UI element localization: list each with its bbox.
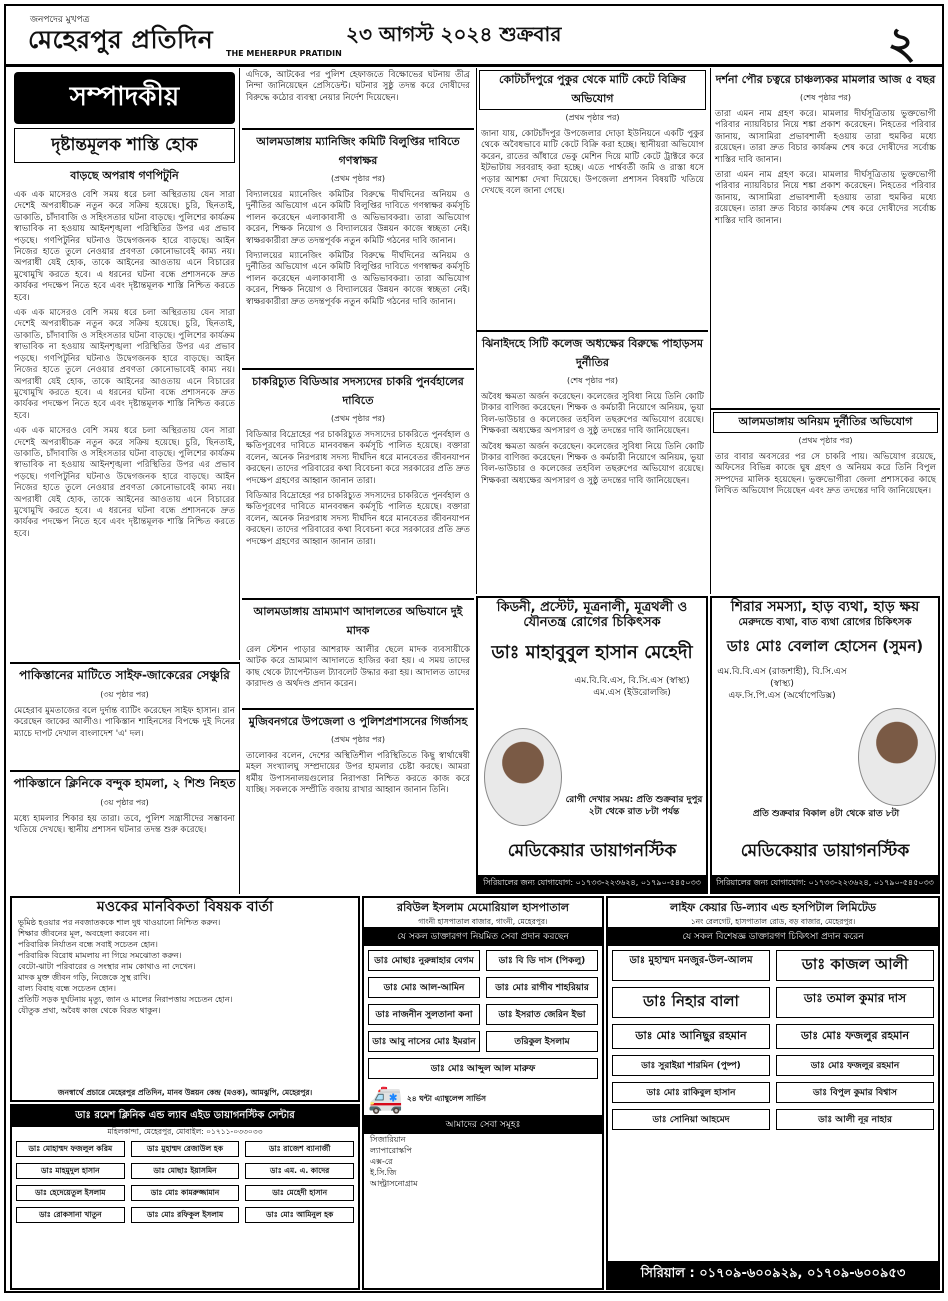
article-kicker: (শেষ পৃষ্ঠার পর) xyxy=(800,93,851,102)
article-body: তালোকর বলেন, দেশের অস্থিতিশীল পরিস্থিতিতে কিছু স্বার্থান্বেষী মহল সংখ্যালঘু সম্প্রদায়ের উপর হামলার চেষ্টা করছে। আমরা ধর্মীয় উপাসনালয়গুলোর নিরাপত্তা নিশ্চিত করতে কাজ করে যাচ্ছি। সকলকে সম্প্রীতি বজায় রাখার আহ্বান জানান তিনি। xyxy=(246,751,470,796)
doctor-card: ডাঃ মোছাঃ নুরুন্নাহার বেগম xyxy=(368,950,480,971)
ad-subheadline: মেরুদন্ডে ব্যথা, বাত ব্যথা রোগের চিকিৎসক xyxy=(738,617,912,628)
ad-doctor-name: ডাঃ মাহাবুবুল হাসান মেহেদী xyxy=(491,642,693,663)
doctor-card: ডাঃ বিপুল কুমার বিশ্বাস xyxy=(776,1082,934,1103)
ad-address: মহিলকান্দা, মেহেরপুর, মোবাইল: ০১৭১১-০৩৩০৩৩ xyxy=(107,1127,263,1136)
list-item: পরিবারিক নির্যাতন বন্ধে সবাই সচেতন হোন। xyxy=(18,940,158,949)
doctor-card: ডাঃ রোকসানা খাতুন xyxy=(16,1207,125,1223)
doctor-card: ডাঃ কাজল আলী xyxy=(776,950,934,981)
masthead xyxy=(6,6,942,67)
editorial-body-cont2: এক এক মাসেরও বেশি সময় ধরে চলা অস্থিরতায় যেন সারা দেশেই অপরাধীচক্র নতুন করে সক্রিয় হয়েছে। চুরি, ছিনতাই, ডাকাতি, চাঁদাবাজি ও সহিংসতার ঘটনা বাড়ছে। পুলিশের কার্যক্রম স্বাভাবিক না হওয়ায় আইনশৃঙ্খলা পরিস্থিতির উপর এর প্রভাব পড়ছে। গণপিটুনির ঘটনাও উদ্বেগজনক হারে বাড়ছে। আইন নিজের হাতে তুলে নেওয়ার প্রবণতা কোনোভাবেই কাম্য নয়। অপরাধী যেই হোক, তাকে আইনের আওতায় এনে বিচারের মুখোমুখি করতে হবে। এ ধরনের ঘটনা বন্ধে প্রশাসনকে দ্রুত কার্যকর পদক্ষেপ নিতে হবে এবং দৃষ্টান্তমূলক শাস্তি নিশ্চিত করতে হবে। xyxy=(14,426,235,539)
list-item: ভূমিষ্ঠ হওয়ার পর নবজাতককে শাল দুধ খাওয়ানো নিশ্চিত করুন। xyxy=(18,918,221,927)
ad-lifecare-hospital xyxy=(606,896,940,1290)
list-item: মাদক মুক্ত জীবন গড়ি, নিজেকে সুস্থ রাখি। xyxy=(18,973,151,982)
article-body: জানা যায়, কোটচাঁদপুর উপজেলার দোড়া ইউনিয়নে একটি পুকুর থেকে অবৈধভাবে মাটি কেটে বিক্রি করা হচ্ছে। স্থানীয়রা অভিযোগ করেন, রাতের আঁধারে ভেকু মেশিন দিয়ে মাটি কেটে ট্রাক্টরে করে ইটভাটায় সরবরাহ করা হচ্ছে। এতে পার্শ্ববর্তী জমি ও রাস্তা ধসে পড়ার আশঙ্কা দেখা দিয়েছে। উপজেলা প্রশাসন বিষয়টি খতিয়ে দেখছে বলে জানা গেছে। xyxy=(481,129,704,197)
list-item: শিক্ষার জীবনের মূল, অবহেলা করবেন না। xyxy=(18,929,150,938)
masthead-name-en: THE MEHERPUR PRATIDIN xyxy=(226,49,342,58)
doctor-card: ডাঃ নিহার বালা xyxy=(612,987,770,1018)
doctor-card: ডাঃ এম. এ. কাদের xyxy=(245,1163,354,1179)
article-body: তারা এমন নাম গ্রহণ করে। মামলার দীর্ঘসূত্রিতায় ভুক্তভোগী পরিবার ন্যায়বিচার নিয়ে শঙ্কা প্রকাশ করেছেন। নিহতের পরিবার জানায়, আসামিরা প্রভাবশালী হওয়ায় তারা হুমকির মধ্যে রয়েছেন। তারা দ্রুত বিচার কার্যক্রম শেষ করে দোষীদের সর্বোচ্চ শাস্তির দাবি জানান। xyxy=(715,109,936,165)
doctor-card: ডাঃ বি ডি দাস (পিকলু) xyxy=(486,950,598,971)
article-body-cont: বিদ্যালয়ের ম্যানেজিং কমিটির বিরুদ্ধে দীর্ঘদিনের অনিয়ম ও দুর্নীতির অভিযোগ এনে কমিটি বিলুপ্তির দাবিতে গণস্বাক্ষর কর্মসূচি পালন করেছেন এলাকাবাসী ও অভিভাবকরা। তারা অভিযোগ করেন, শিক্ষক নিয়োগ ও বিদ্যালয়ের উন্নয়ন কাজে স্বচ্ছতা নেই। স্বাক্ষরকারীরা দ্রুত তদন্তপূর্বক নতুন কমিটি গঠনের দাবি জানান। xyxy=(246,251,470,307)
page-number: ২ xyxy=(887,18,916,69)
ad-kidney-specialist xyxy=(476,596,708,894)
service-item: আল্ট্রাসনোগ্রাম xyxy=(370,1179,418,1188)
article-kicker: (প্রথম পৃষ্ঠার পর) xyxy=(330,174,386,183)
ambulance-icon: 🚑 xyxy=(368,1082,403,1115)
ad-doctor-degrees: এম.বি.বি.এস (রাজশাহী), বি.সি.এস (স্বাস্থ্য) এফ.সি.পি.এস (অর্থোপেডিক্স) xyxy=(717,667,847,701)
doctor-card: ডাঃ আলী নূর নাহার xyxy=(776,1109,934,1130)
article-body: অবৈধ ক্ষমতা অর্জন করেছেন। কলেজের সুবিধা নিয়ে তিনি কোটি টাকার বাণিজ্য করেছেন। শিক্ষক ও কর্মচারী নিয়োগে অনিয়ম, ভুয়া বিল-ভাউচার ও কলেজের তহবিল তছরুপের অভিযোগ রয়েছে। শিক্ষকরা অধ্যক্ষের অপসারণ ও সুষ্ঠু তদন্তের দাবি জানিয়েছেন। xyxy=(481,392,704,437)
doctor-card: ডাঃ হেদেয়েতুল ইসলাম xyxy=(16,1185,125,1201)
doctor-card: ডাঃ মোঃ ফজলুর রহমান xyxy=(776,1055,934,1076)
editorial-banner: সম্পাদকীয় xyxy=(14,72,235,124)
article-title: কোটচাঁদপুরে পুকুর থেকে মাটি কেটে বিক্রির অভিযোগ xyxy=(479,70,706,110)
article-body-cont: বিডিআর বিদ্রোহের পর চাকরিচ্যুত সদস্যদের চাকরিতে পুনর্বহাল ও ক্ষতিপূরণের দাবিতে মানববন্ধন কর্মসূচি পালিত হয়েছে। বক্তারা বলেন, অনেক নিরপরাধ সদস্য দীর্ঘদিন ধরে মানবেতর জীবনযাপন করছেন। তাদের পরিবারের কথা বিবেচনা করে সরকারের প্রতি দ্রুত পদক্ষেপ গ্রহণের আহ্বান জানান তারা। xyxy=(246,491,470,547)
ad-address: ১নং রেলগেট, হাসপাতাল রোড, বড় বাজার, মেহেরপুর। xyxy=(690,917,856,926)
doctor-card: ডাঃ আবু নাসের মোঃ ইমরান xyxy=(368,1031,480,1052)
article-title: পাকিস্তানে ক্লিনিকে বন্দুক হামলা, ২ শিশু নিহত xyxy=(13,776,236,790)
editorial-column xyxy=(10,68,240,660)
article-kicker: (৩য় পৃষ্ঠার পর) xyxy=(100,798,149,807)
issue-date: ২৩ আগস্ট ২০২৪ শুক্রবার xyxy=(346,22,562,46)
doctor-card: ডাঃ মোঃ আল-আমিন xyxy=(368,977,480,998)
ad-ramesh-clinic xyxy=(10,1104,360,1290)
article-kicker: (৩য় পৃষ্ঠার পর) xyxy=(100,690,149,699)
article-alamdanga-corruption xyxy=(710,408,940,594)
article-title: পাকিস্তানের মাটিতে সাইফ-জাকেরের সেঞ্চুরি xyxy=(19,668,230,682)
list-item: প্রতিটি সড়ক দুর্ঘটনায় মৃত্যু, জান ও মালের নিরাপত্তায় সচেতন হোন। xyxy=(18,995,233,1004)
article-body-cont: তারা এমন নাম গ্রহণ করে। মামলার দীর্ঘসূত্রিতায় ভুক্তভোগী পরিবার ন্যায়বিচার নিয়ে শঙ্কা প্রকাশ করেছেন। নিহতের পরিবার জানায়, আসামিরা প্রভাবশালী হওয়ায় তারা হুমকির মধ্যে রয়েছেন। তারা দ্রুত বিচার কার্যক্রম শেষ করে দোষীদের সর্বোচ্চ শাস্তির দাবি জানান। xyxy=(715,170,936,226)
article-body: মেহেরাব মুমতাজের বলে দুর্দান্ত ব্যাটিং করেছেন সাইফ হাসান। রান করেছেন জাকের আলীও। পাকিস্তান শাহিনসের বিপক্ষে দুই দিনের ম্যাচে দাপট দেখাল বাংলাদেশ 'এ' দল। xyxy=(14,706,235,739)
ad-address: গাংনী হাসপাতাল বাজার, গাংনী, মেহেরপুর। xyxy=(418,917,548,926)
doctor-card: ডাঃ মোঃ আমিনুল হক xyxy=(245,1207,354,1223)
article-body: বিডিআর বিদ্রোহের পর চাকরিচ্যুত সদস্যদের চাকরিতে পুনর্বহাল ও ক্ষতিপূরণের দাবিতে মানববন্ধন কর্মসূচি পালিত হয়েছে। বক্তারা বলেন, অনেক নিরপরাধ সদস্য দীর্ঘদিন ধরে মানবেতর জীবনযাপন করছেন। তাদের পরিবারের কথা বিবেচনা করে সরকারের প্রতি দ্রুত পদক্ষেপ গ্রহণের আহ্বান জানান তারা। xyxy=(246,430,470,486)
article-title: আলমডাঙ্গায় অনিয়ম দুর্নীতির অভিযোগ xyxy=(713,412,938,433)
article-kicker: (প্রথম পৃষ্ঠার পর) xyxy=(798,436,853,445)
article-title: আলমডাঙ্গায় ম্যানিজিং কমিটি বিলুপ্তির দাবিতে গণস্বাক্ষর xyxy=(256,135,460,167)
doctor-card: ডাঃ রাজেশ ব্যানার্জী xyxy=(245,1141,354,1157)
doctor-card: ডাঃ সোনিয়া আহমেদ xyxy=(612,1109,770,1130)
editorial-title: দৃষ্টান্তমূলক শাস্তি হোক xyxy=(51,135,198,155)
editorial-subtitle: বাড়ছে অপরাধ গণপিটুনি xyxy=(70,169,179,182)
doctor-card: ডাঃ সুরাইয়া শারমিন (পুষ্প) xyxy=(612,1055,770,1076)
ad-footer: জনস্বার্থে প্রচারে মেহেরপুর প্রতিদিন, মানব উন্নয়ন কেন্দ্র (মওক), আমঝুপি, মেহেরপুর। xyxy=(57,1088,313,1097)
ad-contact: সিরিয়ালের জন্য যোগাযোগ: ০১৭৩৩-২২৩৬২৪, ০১৭৯০-৫৪৫০৩৩ xyxy=(712,875,938,892)
article-body: বিদ্যালয়ের ম্যানেজিং কমিটির বিরুদ্ধে দীর্ঘদিনের অনিয়ম ও দুর্নীতির অভিযোগ এনে কমিটি বিলুপ্তির দাবিতে গণস্বাক্ষর কর্মসূচি পালন করেছেন এলাকাবাসী ও অভিভাবকরা। তারা অভিযোগ করেন, শিক্ষক নিয়োগ ও বিদ্যালয়ের উন্নয়ন কাজে স্বচ্ছতা নেই। স্বাক্ষরকারীরা দ্রুত তদন্তপূর্বক নতুন কমিটি গঠনের দাবি জানান। xyxy=(246,190,470,246)
ad-banner: যে সকল ডাক্তারগণ নিয়মিত সেবা প্রদান করছেন xyxy=(364,927,602,946)
doctor-card: ডাঃ মোঃ আব্দুল আল মারুফ xyxy=(368,1058,598,1079)
article-college xyxy=(476,330,708,594)
doctor-card: ডাঃ মোঃ ফজলুর রহমান xyxy=(776,1024,934,1049)
doctor-card: তরিকুল ইসলাম xyxy=(486,1031,598,1052)
article-body: তার বাবার অবসরের পর সে চাকরি পায়। অভিযোগ রয়েছে, অফিসের বিভিন্ন কাজে ঘুষ গ্রহণ ও অনিয়ম করে তিনি বিপুল সম্পদের মালিক হয়েছেন। ভুক্তভোগীরা জেলা প্রশাসকের কাছে লিখিত অভিযোগ দিয়েছেন এবং দ্রুত তদন্তের দাবি জানিয়েছেন। xyxy=(715,452,936,497)
ad-doctor-name: ডাঃ মোঃ বেলাল হোসেন (সুমন) xyxy=(726,637,924,655)
ad-banner: যে সকল বিশেষজ্ঞ ডাক্তারগণ চিকিৎসা প্রদান করেন xyxy=(608,927,938,946)
ad-doctor-degrees: এম.বি.বি.এস, বি.সি.এস (স্বাস্থ্য) এম.এস (ইউরোলজি) xyxy=(574,676,690,698)
doctor-card: ডাঃ মোঃ কামরুজ্জামান xyxy=(131,1185,240,1201)
ad-time: রোগী দেখার সময়: প্রতি শুক্রবার দুপুর ২টা থেকে রাত ৮টা পর্যন্ত xyxy=(565,795,703,817)
article-mujibnagar xyxy=(242,708,474,894)
article-title: ঝিনাইদহে সিটি কলেজ অধ্যক্ষের বিরুদ্ধে পাহাড়সম দুর্নীতির xyxy=(481,337,704,369)
ad-robiul-hospital xyxy=(362,896,604,1290)
doctor-card: ডাঃ মুহাম্মদ মনজুর-উল-আলম xyxy=(612,950,770,981)
article-kicker: (প্রথম পৃষ্ঠার পর) xyxy=(330,414,386,423)
doctor-card: ডাঃ মুহাম্মদ রেজাউল হক xyxy=(131,1141,240,1157)
ad-human-rights xyxy=(10,896,360,1102)
doctor-card: ডাঃ মোঃ রফিকুল ইসলাম xyxy=(131,1207,240,1223)
ad-headline: কিডনী, প্রস্টেট, মূত্রনালী, মূত্রথলী ও যৌনতন্ত্র রোগের চিকিৎসক xyxy=(496,600,688,630)
article-body: রেল স্টেশন পাড়ার আশরাফ আলীর ছেলে মাদক ব্যবসায়ীকে আটক করে ভ্রাম্যমাণ আদালতে হাজির করা হয়। এ সময় তাদের কাছ থেকে ট্যাপেন্টাডল ট্যাবলেট উদ্ধার করা হয়। আদালত তাদের কারাদণ্ড ও অর্থদণ্ড প্রদান করেন। xyxy=(246,645,470,690)
article-kicker: (প্রথম পৃষ্ঠার পর) xyxy=(330,735,386,744)
doctor-card: ডাঃ মোছাঃ ইয়াসমিন xyxy=(131,1163,240,1179)
article-body-cont: অবৈধ ক্ষমতা অর্জন করেছেন। কলেজের সুবিধা নিয়ে তিনি কোটি টাকার বাণিজ্য করেছেন। শিক্ষক ও কর্মচারী নিয়োগে অনিয়ম, ভুয়া বিল-ভাউচার ও কলেজের তহবিল তছরুপের অভিযোগ রয়েছে। শিক্ষকরা অধ্যক্ষের অপসারণ ও সুষ্ঠু তদন্তের দাবি জানিয়েছেন। xyxy=(481,441,704,486)
list-item: যৌতুক প্রথা, অবৈধ কাজ থেকে বিরত থাকুন। xyxy=(18,1006,161,1015)
doctor-card: ডাঃ মোহাম্মদ ফজলুল করিম xyxy=(16,1141,125,1157)
article-school-committee xyxy=(242,128,474,368)
article-darsana xyxy=(710,68,940,408)
article-top-lead xyxy=(242,68,474,128)
ad-title: ডাঃ রমেশ ক্লিনিক এন্ড ল্যাব এইড ডায়াগনস্টিক সেন্টার xyxy=(12,1106,358,1127)
article-body: এদিকে, আটকের পর পুলিশ হেফাজতে বিক্ষোভের ঘটনায় তীব্র নিন্দা জানিয়েছেন প্রেসিডেন্ট। ঘটনার সুষ্ঠু তদন্ত করে দোষীদের বিরুদ্ধে কঠোর ব্যবস্থা নেয়ার নির্দেশ দিয়েছেন। xyxy=(246,70,470,103)
article-pond xyxy=(476,68,708,330)
list-item: পরিবারিক বিরোধ মামলায় না গিয়ে সমঝোতা করুন। xyxy=(18,951,182,960)
ad-ambulance: ২৪ ঘন্টা এ্যাম্বুলেন্স সার্ভিস xyxy=(406,1094,486,1103)
doctor-card: ডাঃ নাজনীন সুলতানা কনা xyxy=(368,1004,480,1025)
ad-center: মেডিকেয়ার ডায়াগনস্টিক xyxy=(507,841,677,861)
article-kicker: (প্রথম পৃষ্ঠার পর) xyxy=(565,113,620,122)
doctor-portrait-icon xyxy=(484,728,562,826)
article-title: চাকরিচ্যুত বিডিআর সদস্যদের চাকরি পুনর্বহালের দাবিতে xyxy=(252,375,464,407)
list-item: বেটো-ঝাটা পরিবারের ও সংস্থার নাম কোথাও না দেখেন। xyxy=(18,962,196,971)
service-item: ল্যাপারোস্কপি xyxy=(370,1146,412,1155)
article-bdr-recruitment xyxy=(242,368,474,598)
service-item: সিজারিয়ান xyxy=(370,1135,406,1144)
ad-bone-specialist xyxy=(710,596,940,894)
service-item: ই.সি.জি xyxy=(370,1168,397,1177)
article-body: মধ্যে হামলার শিকার হয় তারা। তবে, পুলিশ সন্ত্রাসীদের সম্ভাবনা খতিয়ে দেখছে। স্থানীয় প্রশাসন ঘটনার তদন্ত শুরু করেছে। xyxy=(14,814,235,836)
masthead-name: মেহেরপুর প্রতিদিন xyxy=(28,25,214,54)
article-kicker: (শেষ পৃষ্ঠার পর) xyxy=(567,376,618,385)
article-title: মুজিবনগরে উপজেলা ও পুলিশপ্রশাসনের গির্জাসহ xyxy=(248,715,468,728)
service-item: এক্স-রে xyxy=(370,1157,393,1166)
doctor-card: ডাঃ মোঃ রাকিবুল হাসান xyxy=(612,1082,770,1103)
ad-serial: সিরিয়াল : ০১৭০৯-৬০০৯২৯, ০১৭০৯-৬০০৯৫৩ xyxy=(608,1261,938,1288)
doctor-portrait-icon xyxy=(858,708,936,806)
doctor-card: ডাঃ মোঃ আনিছুর রহমান xyxy=(612,1024,770,1049)
article-pakistan-century xyxy=(10,662,240,770)
ad-title: মওকের মানবিকতা বিষয়ক বার্তা xyxy=(96,899,274,915)
doctor-card: ডাঃ ইসরাত জেরিন ইভা xyxy=(486,1004,598,1025)
editorial-body: এক এক মাসেরও বেশি সময় ধরে চলা অস্থিরতায় যেন সারা দেশেই অপরাধীচক্র নতুন করে সক্রিয় হয়েছে। চুরি, ছিনতাই, ডাকাতি, চাঁদাবাজি ও সহিংসতার ঘটনা বাড়ছে। পুলিশের কার্যক্রম স্বাভাবিক না হওয়ায় আইনশৃঙ্খলা পরিস্থিতির উপর এর প্রভাব পড়ছে। গণপিটুনির ঘটনাও উদ্বেগজনক হারে বাড়ছে। আইন নিজের হাতে তুলে নেওয়ার প্রবণতা কোনোভাবেই কাম্য নয়। অপরাধী যেই হোক, তাকে আইনের আওতায় এনে বিচারের মুখোমুখি করতে হবে। এ ধরনের ঘটনা বন্ধে প্রশাসনকে দ্রুত কার্যকর পদক্ষেপ নিতে হবে এবং দৃষ্টান্তমূলক শাস্তি নিশ্চিত করতে হবে। xyxy=(14,190,235,303)
article-title: দর্শনা পৌর চত্বরে চাঞ্চল্যকর মামলার আজ ৫ বছর xyxy=(715,73,936,86)
editorial-body-cont: এক এক মাসেরও বেশি সময় ধরে চলা অস্থিরতায় যেন সারা দেশেই অপরাধীচক্র নতুন করে সক্রিয় হয়েছে। চুরি, ছিনতাই, ডাকাতি, চাঁদাবাজি ও সহিংসতার ঘটনা বাড়ছে। পুলিশের কার্যক্রম স্বাভাবিক না হওয়ায় আইনশৃঙ্খলা পরিস্থিতির উপর এর প্রভাব পড়ছে। গণপিটুনির ঘটনাও উদ্বেগজনক হারে বাড়ছে। আইন নিজের হাতে তুলে নেওয়ার প্রবণতা কোনোভাবেই কাম্য নয়। অপরাধী যেই হোক, তাকে আইনের আওতায় এনে বিচারের মুখোমুখি করতে হবে। এ ধরনের ঘটনা বন্ধে প্রশাসনকে দ্রুত কার্যকর পদক্ষেপ নিতে হবে এবং দৃষ্টান্তমূলক শাস্তি নিশ্চিত করতে হবে। xyxy=(14,308,235,421)
ad-headline: শিরার সমস্যা, হাড় ব্যথা, হাড় ক্ষয় xyxy=(730,599,920,615)
doctor-card: ডাঃ মেহেদী হাসান xyxy=(245,1185,354,1201)
article-title: আলমডাঙ্গায় ভ্রাম্যমাণ আদালতের অভিযানে দুই মাদক xyxy=(253,605,463,637)
article-drugs xyxy=(242,598,474,708)
article-pakistan-attack xyxy=(10,770,240,894)
doctor-card: ডাঃ মোঃ রাগীব শাহরিয়ার xyxy=(486,977,598,998)
doctor-card: ডাঃ তমাল কুমার দাস xyxy=(776,987,934,1018)
masthead-tagline: জনপদের মুখপত্র xyxy=(30,15,90,25)
ad-services-title: আমাদের সেবা সমূহঃ xyxy=(364,1115,602,1134)
ad-contact: সিরিয়ালের জন্য যোগাযোগ: ০১৭৩৩-২২৩৬২৪, ০১৭৯০-৫৪৫০৩৩ xyxy=(478,875,706,892)
newspaper-page xyxy=(4,4,944,1293)
ad-title: লাইফ কেয়ার ডি-ল্যাব এন্ড হসপিটাল লিমিটেড xyxy=(670,901,876,914)
ad-title: রবিউল ইসলাম মেমোরিয়াল হাসপাতাল xyxy=(397,901,569,914)
ad-center: মেডিকেয়ার ডায়াগনস্টিক xyxy=(740,841,910,861)
doctor-card: ডাঃ মাহমুদুল হাসান xyxy=(16,1163,125,1179)
list-item: বাল্য বিবাহ বন্ধে সচেতন হোন। xyxy=(18,984,116,993)
ad-time: প্রতি শুক্রবার বিকাল ৪টা থেকে রাত ৮টা xyxy=(752,809,900,819)
